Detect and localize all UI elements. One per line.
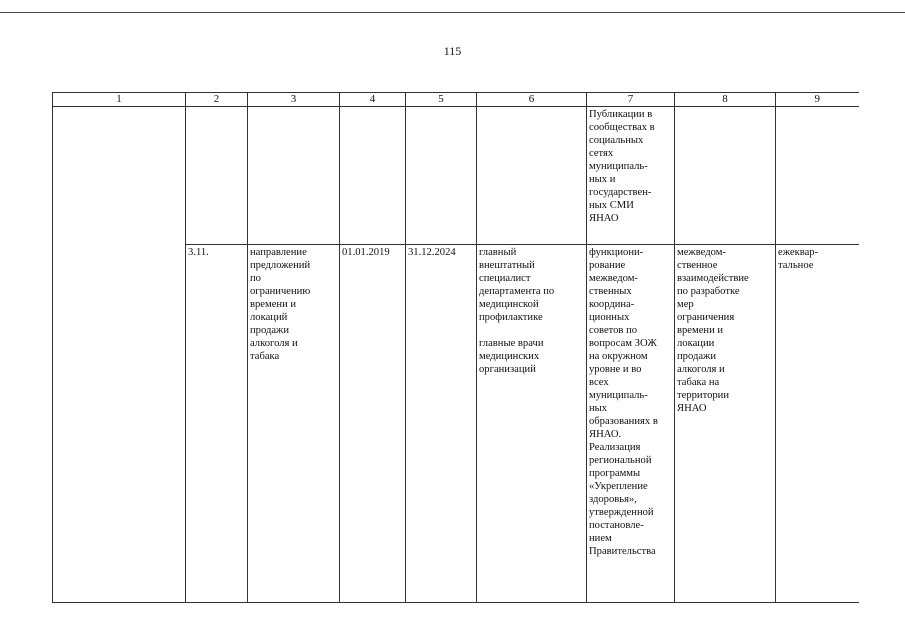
- table-row: [53, 245, 859, 603]
- page-number: 115: [443, 44, 462, 58]
- table-cell: [340, 245, 406, 603]
- document-table: [52, 92, 859, 603]
- table-row: [53, 107, 859, 245]
- header-cell-5: 5: [406, 93, 477, 107]
- top-rule: [0, 12, 905, 13]
- table-cell: [776, 107, 859, 245]
- periodicity: ежеквар- тальное: [778, 247, 819, 271]
- table-cell: [186, 245, 248, 603]
- table-cell: [53, 245, 186, 603]
- header-cell-2: 2: [186, 93, 248, 107]
- header-cell-9: 9: [776, 93, 859, 107]
- table-cell: [340, 107, 406, 245]
- table-cell: [477, 107, 587, 245]
- table-cell: [675, 107, 776, 245]
- expected-result: функциони- рование межведом- ственных координа- ционных советов по вопросам ЗОЖ на окружном уровне и во всех муниципаль- ных образованиях в ЯНАО. Реализация региональной программы «Укрепление здоровья», утвержденной постановле- нием Правительства: [589, 247, 658, 557]
- table-cell: [186, 107, 248, 245]
- header-cell-1: 1: [53, 93, 186, 107]
- header-cell-4: 4: [340, 93, 406, 107]
- table-cell: [477, 245, 587, 603]
- table-cell: [587, 107, 675, 245]
- start-date: 01.01.2019: [342, 247, 390, 258]
- header-cell-7: 7: [587, 93, 675, 107]
- table-cell: [587, 245, 675, 603]
- publications-text: Публикации в сообществах в социальных сетях муниципаль- ных и государствен- ных СМИ ЯНАО: [589, 109, 655, 224]
- end-date: 31.12.2024: [408, 247, 456, 258]
- table-cell: [776, 245, 859, 603]
- interaction-description: межведом- ственное взаимодействие по разработке мер ограничения времени и локации продажи алкоголя и табака на территории ЯНАО: [677, 247, 749, 414]
- table-cell: [406, 107, 477, 245]
- item-number: 3.11.: [188, 247, 209, 258]
- measure-description: направление предложений по ограничению времени и локаций продажи алкоголя и табака: [250, 247, 311, 362]
- header-row: [53, 93, 859, 107]
- header-cell-3: 3: [248, 93, 340, 107]
- table-cell: [675, 245, 776, 603]
- table-cell: [248, 107, 340, 245]
- table-cell: [248, 245, 340, 603]
- header-cell-8: 8: [675, 93, 776, 107]
- table-cell: [406, 245, 477, 603]
- responsible-persons: главный внештатный специалист департамента по медицинской профилактике главные врачи медицинских организаций: [479, 247, 555, 375]
- header-cell-6: 6: [477, 93, 587, 107]
- table-cell: [53, 107, 186, 245]
